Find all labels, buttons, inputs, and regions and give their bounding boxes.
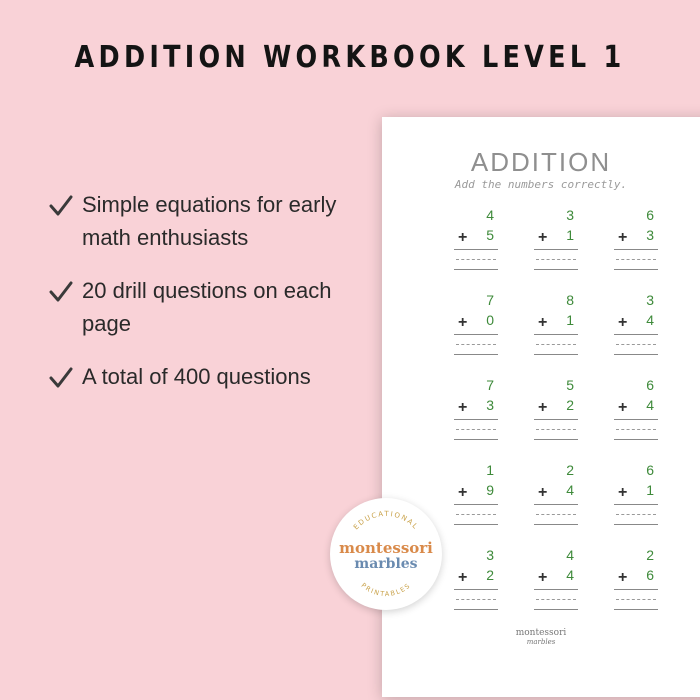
answer-line: [614, 249, 658, 250]
check-icon: [48, 279, 74, 305]
answer-line: [614, 439, 658, 440]
answer-guide-line: [456, 429, 496, 430]
page-title: ADDITION WORKBOOK LEVEL 1: [74, 40, 626, 75]
plus-sign: +: [538, 229, 548, 246]
answer-guide-line: [616, 599, 656, 600]
addend-bottom: 9: [486, 482, 494, 498]
addend-top: 3: [486, 547, 494, 563]
answer-line: [534, 524, 578, 525]
addend-bottom: 1: [566, 227, 574, 243]
answer-line: [614, 524, 658, 525]
svg-text:EDUCATIONAL: [352, 510, 420, 531]
plus-sign: +: [618, 484, 628, 501]
footer-sub: marbles: [526, 638, 556, 646]
addition-problem: [614, 547, 658, 617]
addend-top: 7: [486, 292, 494, 308]
addend-top: 8: [566, 292, 574, 308]
answer-line: [534, 419, 578, 420]
answer-line: [454, 269, 498, 270]
answer-line: [534, 249, 578, 250]
addition-problem: [534, 462, 578, 532]
feature-list: [48, 188, 352, 413]
check-icon: [48, 193, 74, 219]
addend-bottom: 3: [486, 397, 494, 413]
plus-sign: +: [618, 399, 628, 416]
addend-top: 4: [566, 547, 574, 563]
feature-text: A total of 400 questions: [82, 364, 311, 389]
addend-bottom: 3: [646, 227, 654, 243]
addition-problem: [534, 207, 578, 277]
addend-top: 6: [646, 462, 654, 478]
addend-bottom: 6: [646, 567, 654, 583]
plus-sign: +: [538, 569, 548, 586]
addition-problem: [454, 547, 498, 617]
answer-line: [454, 419, 498, 420]
addition-problem: [454, 462, 498, 532]
plus-sign: +: [618, 569, 628, 586]
addend-top: 6: [646, 377, 654, 393]
addend-top: 6: [646, 207, 654, 223]
answer-line: [614, 419, 658, 420]
addition-problem: [534, 377, 578, 447]
answer-line: [534, 589, 578, 590]
addition-problem: [614, 292, 658, 362]
answer-line: [454, 249, 498, 250]
worksheet-title: ADDITION: [470, 147, 612, 177]
addend-top: 2: [566, 462, 574, 478]
plus-sign: +: [458, 484, 468, 501]
addend-bottom: 1: [566, 312, 574, 328]
answer-line: [614, 354, 658, 355]
addition-problem: [614, 207, 658, 277]
plus-sign: +: [458, 399, 468, 416]
answer-line: [614, 269, 658, 270]
answer-guide-line: [616, 514, 656, 515]
answer-guide-line: [616, 259, 656, 260]
answer-guide-line: [616, 429, 656, 430]
addition-problem: [614, 462, 658, 532]
answer-guide-line: [456, 514, 496, 515]
feature-item: [48, 188, 352, 254]
answer-guide-line: [456, 599, 496, 600]
answer-line: [534, 439, 578, 440]
addition-problem: [534, 547, 578, 617]
addition-problem: [534, 292, 578, 362]
answer-guide-line: [536, 599, 576, 600]
plus-sign: +: [538, 484, 548, 501]
addend-top: 7: [486, 377, 494, 393]
addend-top: 5: [566, 377, 574, 393]
answer-line: [454, 504, 498, 505]
answer-line: [614, 609, 658, 610]
feature-text: 20 drill questions on each page: [82, 278, 332, 336]
answer-line: [534, 334, 578, 335]
answer-line: [534, 609, 578, 610]
answer-guide-line: [536, 429, 576, 430]
plus-sign: +: [458, 569, 468, 586]
check-icon: [48, 365, 74, 391]
answer-guide-line: [456, 344, 496, 345]
answer-line: [454, 609, 498, 610]
answer-line: [534, 504, 578, 505]
svg-text:PRINTABLES: [360, 581, 413, 598]
answer-line: [454, 439, 498, 440]
plus-sign: +: [458, 229, 468, 246]
worksheet-footer-logo: [382, 629, 700, 647]
addend-top: 2: [646, 547, 654, 563]
addend-bottom: 5: [486, 227, 494, 243]
plus-sign: +: [538, 399, 548, 416]
answer-line: [454, 334, 498, 335]
addition-problem: [454, 207, 498, 277]
brand-badge: [330, 498, 442, 610]
answer-guide-line: [456, 259, 496, 260]
badge-line2: marbles: [354, 556, 418, 572]
feature-item: [48, 360, 352, 393]
badge-arc-top: EDUCATIONAL: [352, 509, 420, 532]
answer-guide-line: [616, 344, 656, 345]
addend-top: 4: [486, 207, 494, 223]
addend-top: 3: [646, 292, 654, 308]
plus-sign: +: [458, 314, 468, 331]
plus-sign: +: [618, 314, 628, 331]
worksheet-preview: [382, 117, 700, 697]
answer-line: [454, 589, 498, 590]
brand-logo: [330, 498, 442, 610]
feature-text: Simple equations for early math enthusiasts: [82, 192, 337, 250]
addend-bottom: 2: [486, 567, 494, 583]
answer-line: [454, 354, 498, 355]
addend-bottom: 2: [566, 397, 574, 413]
answer-line: [534, 354, 578, 355]
plus-sign: +: [618, 229, 628, 246]
addend-top: 3: [566, 207, 574, 223]
addend-bottom: 1: [646, 482, 654, 498]
addition-problem: [614, 377, 658, 447]
answer-line: [454, 524, 498, 525]
answer-line: [614, 334, 658, 335]
feature-item: [48, 274, 352, 340]
addend-top: 1: [486, 462, 494, 478]
addend-bottom: 4: [646, 397, 654, 413]
badge-arc-bottom: PRINTABLES: [359, 581, 413, 599]
worksheet-subtitle: Add the numbers correctly.: [454, 178, 628, 191]
answer-line: [534, 269, 578, 270]
addend-bottom: 4: [566, 567, 574, 583]
addition-problem: [454, 292, 498, 362]
answer-guide-line: [536, 514, 576, 515]
addend-bottom: 0: [486, 312, 494, 328]
addend-bottom: 4: [646, 312, 654, 328]
answer-line: [614, 589, 658, 590]
plus-sign: +: [538, 314, 548, 331]
answer-guide-line: [536, 344, 576, 345]
footer-brand: montessori: [515, 628, 567, 638]
answer-line: [614, 504, 658, 505]
addition-problem: [454, 377, 498, 447]
answer-guide-line: [536, 259, 576, 260]
badge-line1: montessori: [339, 539, 433, 557]
addend-bottom: 4: [566, 482, 574, 498]
